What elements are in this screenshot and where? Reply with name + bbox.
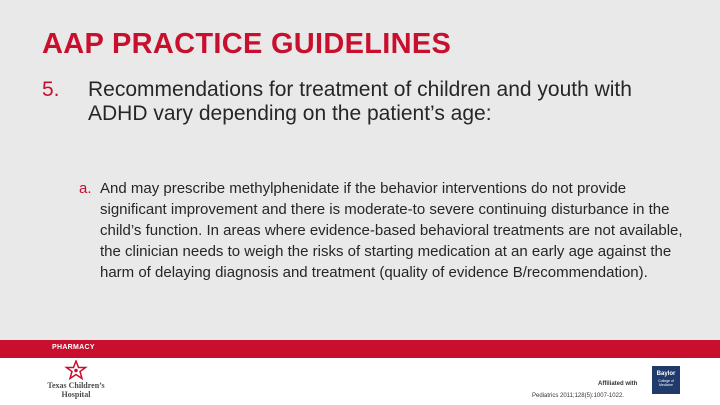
logo-text: Texas Children’s Hospital	[47, 381, 105, 399]
baylor-logo-subtitle: College of Medicine	[658, 379, 674, 387]
baylor-logo	[652, 366, 680, 394]
baylor-logo-name: Baylor	[656, 371, 676, 377]
list-subitem-letter: a.	[79, 180, 92, 197]
list-subitem-text: And may prescribe methylphenidate if the behavior interventions do not provide significant improvement and there is moderate-to severe continuing disturbance in the child’s function. In areas where evidence-based behavioral treatments are not available, the clinician needs to weigh the risks of starting medication at an early age against the harm of delaying diagnosis and treatment (quality of evidence B/recommendation).	[100, 180, 683, 281]
list-item-number: 5.	[42, 78, 60, 101]
affiliated-label: Affiliated with	[598, 381, 638, 387]
slide-title: AAP PRACTICE GUIDELINES	[42, 28, 452, 60]
texas-childrens-logo	[36, 360, 116, 402]
citation: Pediatrics 2011;128(5):1007-1022.	[532, 393, 624, 399]
star-icon	[64, 360, 88, 380]
footer-band-label: PHARMACY	[52, 344, 95, 351]
list-item-text: Recommendations for treatment of children and youth with ADHD vary depending on the patient’s age:	[88, 78, 632, 125]
footer-band	[0, 340, 720, 358]
